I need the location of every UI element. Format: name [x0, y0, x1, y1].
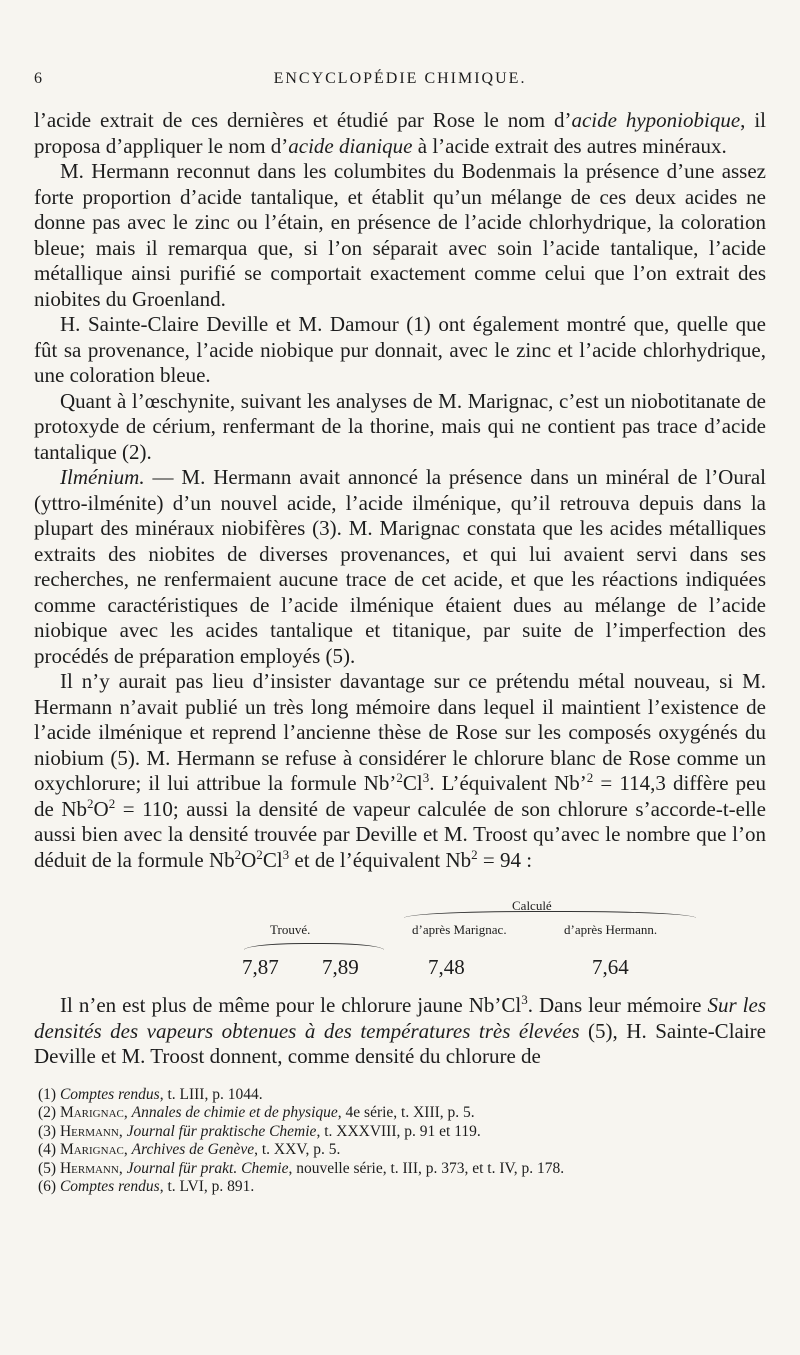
value-trouve-1: 7,87: [242, 955, 279, 979]
footnote: (3) Hermann, Journal für praktische Chemie, t. XXXVIII, p. 91 et 119.: [38, 1122, 481, 1140]
paragraph: [34, 465, 766, 669]
italic-title: Sur les densités des vapeurs obtenues à des températures très élevées: [34, 993, 766, 1043]
text-run: Cl: [402, 771, 423, 795]
footnote-ref: , t. XXXVIII, p. 91 et 119.: [316, 1122, 481, 1140]
superscript: 2: [256, 846, 263, 862]
footnote-number: (6): [38, 1178, 57, 1195]
footnotes: [34, 1086, 766, 1197]
footnote-ref: , 4e série, t. XIII, p. 5.: [337, 1104, 475, 1121]
footnote: (4) Marignac, Archives de Genève, t. XXV, p. 5.: [38, 1141, 341, 1158]
footnote-ref: , t. LVI, p. 891.: [159, 1178, 255, 1195]
paragraph: H. Sainte-Claire Deville et M. Damour (1) ont également montré que, quelle que fût sa provenance, l’acide niobique pur donnait, avec le zinc et l’acide chlorhydrique, une coloration bleue.: [34, 312, 766, 387]
footnote-number: (2): [38, 1104, 57, 1121]
text-run: = 114,3 diffère peu de Nb: [34, 771, 766, 821]
footnote-number: (1): [38, 1085, 57, 1103]
superscript: 3: [521, 992, 528, 1007]
footnote: (5) Hermann, Journal für prakt. Chemie, nouvelle série, t. III, p. 373, et t. IV, p. 178.: [38, 1159, 565, 1177]
footnote-ref: , t. LIII, p. 1044.: [159, 1085, 263, 1103]
footnote-number: (3): [38, 1122, 57, 1140]
header-calcule: Calculé: [512, 898, 552, 913]
text-run: Il n’y aurait pas lieu d’insister davantage sur ce prétendu métal nouveau, si M. Hermann n’avait publié un très long mémoire dans lequel il maintient l’existence de l’acide ilménique et reprend l’ancienne thèse de Rose sur les composés oxygénés du niobium (5). M. Hermann se refuse à considérer le chlorure blanc de Rose comme un oxychlorure; il lui attribue la formule Nb’: [34, 669, 766, 795]
superscript: 3: [282, 846, 290, 862]
text-run: = 94 :: [477, 847, 533, 872]
text-run: O: [241, 847, 257, 872]
body-text: [34, 108, 766, 1070]
header-trouve: Trouvé.: [270, 922, 311, 937]
footnote-author: Hermann: [59, 1159, 119, 1177]
value-trouve-2: 7,89: [322, 955, 359, 979]
footnote-source: Archives de Genève: [131, 1141, 255, 1158]
text-run: O: [93, 796, 109, 821]
footnote: [38, 1178, 766, 1197]
paragraph: [34, 669, 766, 873]
text-run: (5), H. Sainte-Claire Deville et M. Troost donnent, comme densité du chlorure de: [34, 1018, 766, 1068]
header-marignac: d’après Marignac.: [412, 922, 507, 937]
footnote-ref: , t. XXV, p. 5.: [254, 1141, 341, 1158]
text-run: l’acide extrait de ces dernières et étudié par Rose le nom d’: [34, 108, 572, 132]
superscript: 2: [234, 846, 242, 862]
text-run: Il n’en est plus de même pour le chlorure jaune Nb’Cl: [60, 993, 522, 1017]
footnote-source: Comptes rendus: [59, 1085, 160, 1103]
footnote-ref: , nouvelle série, t. III, p. 373, et t. IV, p. 178.: [288, 1159, 565, 1177]
running-head: [34, 70, 766, 96]
text-run: , il proposa d’appliquer le nom d’: [34, 108, 766, 158]
footnote-author: Marignac: [59, 1104, 124, 1121]
footnote-source: Comptes rendus: [59, 1178, 160, 1195]
footnote-source: Journal für praktische Chemie: [126, 1122, 317, 1140]
footnote-number: (5): [38, 1159, 57, 1177]
page-number: 6: [34, 70, 42, 87]
text-run: à l’acide extrait des autres minéraux.: [412, 133, 727, 158]
superscript: 3: [422, 770, 430, 785]
footnote: (2) Marignac, Annales de chimie et de physique, 4e série, t. XIII, p. 5.: [38, 1104, 475, 1121]
footnote: [38, 1086, 766, 1105]
italic-term: acide hyponiobique: [571, 108, 741, 132]
section-lead: Ilménium.: [60, 465, 145, 489]
italic-term: acide dianique: [288, 133, 413, 158]
paragraph: [34, 108, 766, 159]
footnote-author: Marignac: [59, 1141, 124, 1158]
density-table: [34, 883, 766, 981]
paragraph: M. Hermann reconnut dans les columbites du Bodenmais la présence d’une assez forte proportion d’acide tantalique, et établit qu’un mélange de ces deux acides ne donne pas avec le zinc ou l’étain, en présence de l’acide chlorhydrique, la coloration bleue; mais il remarqua que, si l’on séparait avec soin l’acide tantalique, l’acide métallique ainsi purifié se comportait exactement comme celui que l’on extrait des niobites du Groenland.: [34, 159, 766, 311]
footnote-source: Annales de chimie et de physique: [131, 1104, 338, 1121]
text-run: . Dans leur mémoire: [527, 993, 708, 1017]
footnote-number: (4): [38, 1141, 57, 1158]
text-run: — M. Hermann avait annoncé la présence dans un minéral de l’Oural (yttro-ilménite) d’un nouvel acide, l’acide ilménique, qu’il retrouva depuis dans la plupart des minéraux niobifères (3). M. Marignac constata que les acides métalliques extraits des niobites de diverses provenances, et qui lui avaient servi dans ses recherches, ne renfermaient aucune trace de cet acide, et que les réactions indiquées comme caractéristiques de l’acide ilménique étaient dues au mélange de l’acide niobique avec les acides tantalique et titanique, par suite de l’imperfection des procédés de préparation employés (5).: [34, 465, 766, 668]
paragraph: Quant à l’œschynite, suivant les analyses de M. Marignac, c’est un niobotitanate de protoxyde de cérium, renfermant de la thorine, mais qui ne contient pas trace d’acide tantalique (2).: [34, 388, 766, 464]
value-marignac: 7,48: [428, 955, 465, 979]
page-title: ENCYCLOPÉDIE CHIMIQUE.: [273, 70, 527, 87]
value-hermann: 7,64: [592, 955, 629, 979]
footnote-author: Hermann: [59, 1122, 119, 1140]
header-hermann: d’après Hermann.: [564, 922, 658, 937]
paragraph: [34, 993, 766, 1070]
superscript: 2: [396, 770, 403, 785]
text-run: Cl: [262, 847, 283, 872]
superscript: 2: [471, 846, 478, 862]
superscript: 2: [87, 795, 94, 811]
brace-trouve: [244, 943, 384, 950]
text-run: et de l’équivalent Nb: [289, 847, 472, 872]
superscript: 2: [586, 770, 594, 785]
text-run: . L’équivalent Nb’: [429, 771, 587, 795]
text-run: = 110; aussi la densité de vapeur calculée de son chlorure s’accorde-t-elle aussi bien avec la densité trouvée par Deville et M. Troost qu’avec le nombre que l’on déduit de la formule Nb: [34, 796, 766, 872]
superscript: 2: [108, 795, 116, 811]
footnote-source: Journal für prakt. Chemie: [126, 1159, 289, 1177]
